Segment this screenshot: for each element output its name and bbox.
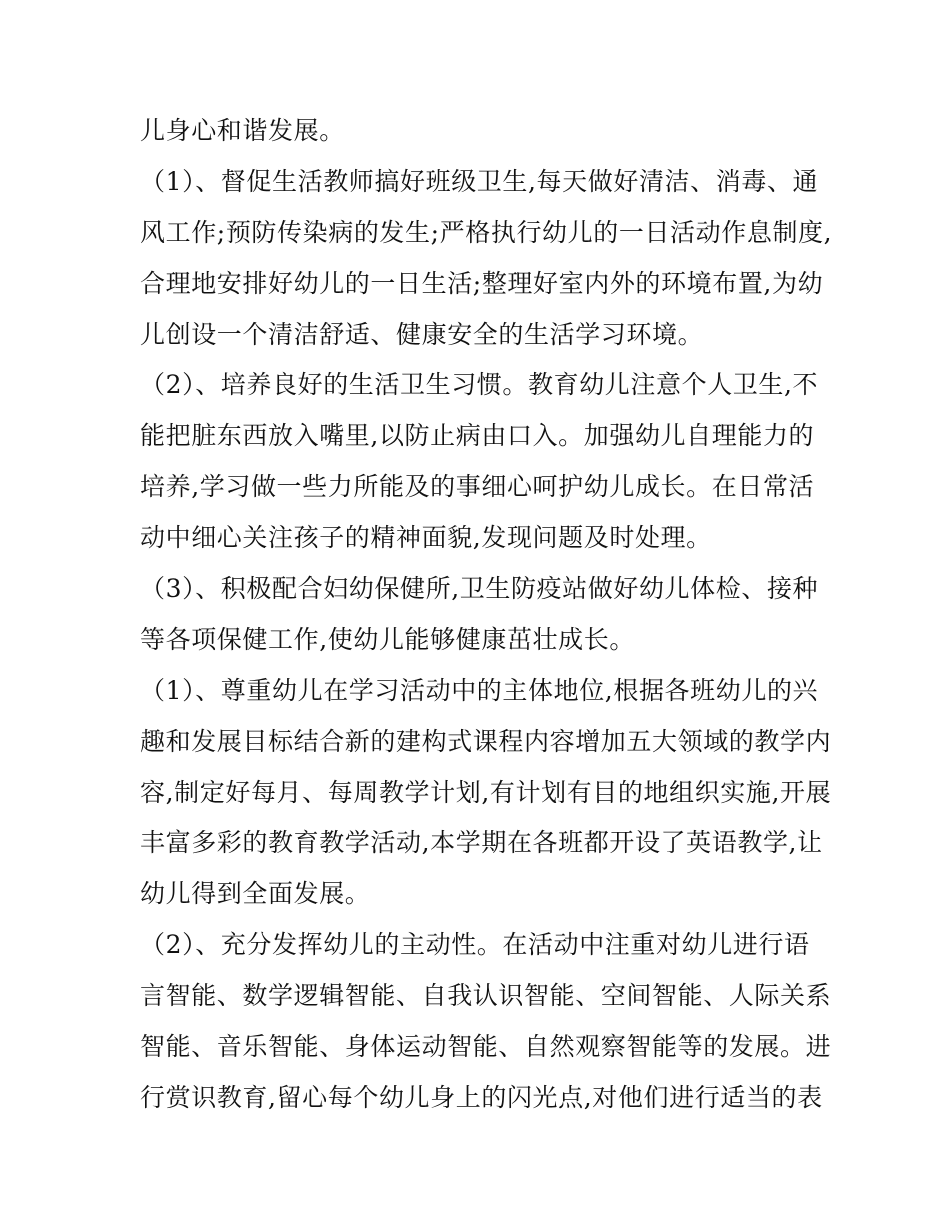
text-line: 智能、音乐智能、身体运动智能、自然观察智能等的发展。进 [140,1032,832,1062]
text-line: （1）、督促生活教师搞好班级卫生,每天做好清洁、消毒、通 [140,166,819,196]
text-line: 儿身心和谐发展。 [140,116,345,145]
text-line: 能把脏东西放入嘴里,以防止病由口入。加强幼儿自理能力的 [140,421,815,451]
text-line: 幼儿得到全面发展。 [140,879,371,909]
text-line: （2）、充分发挥幼儿的主动性。在活动中注重对幼儿进行语 [140,930,810,960]
text-line: 儿创设一个清洁舒适、健康安全的生活学习环境。 [140,319,704,349]
text-line: 动中细心关注孩子的精神面貌,发现问题及时处理。 [140,523,712,553]
text-line: 行赏识教育,留心每个幼儿身上的闪光点,对他们进行适当的表 [140,1082,823,1112]
text-line: 合理地安排好幼儿的一日生活;整理好室内外的环境布置,为幼 [140,268,824,298]
text-line: （3）、积极配合妇幼保健所,卫生防疫站做好幼儿体检、接种 [140,574,819,604]
document-body [140,106,833,1124]
text-line: 趣和发展目标结合新的建构式课程内容增加五大领域的教学内 [140,726,832,756]
text-line: 等各项保健工作,使幼儿能够健康茁壮成长。 [140,624,635,654]
text-line: （1）、尊重幼儿在学习活动中的主体地位,根据各班幼儿的兴 [140,675,819,705]
text-line: 容,制定好每月、每周教学计划,有计划有目的地组织实施,开展 [140,777,832,807]
text-line: （2）、培养良好的生活卫生习惯。教育幼儿注意个人卫生,不 [140,370,819,400]
text-line: 风工作;预防传染病的发生;严格执行幼儿的一日活动作息制度, [140,217,833,247]
text-line: 培养,学习做一些力所能及的事细心呵护幼儿成长。在日常活 [140,472,815,502]
text-line: 丰富多彩的教育教学活动,本学期在各班都开设了英语教学,让 [140,828,823,858]
text-line: 言智能、数学逻辑智能、自我认识智能、空间智能、人际关系 [140,981,832,1011]
